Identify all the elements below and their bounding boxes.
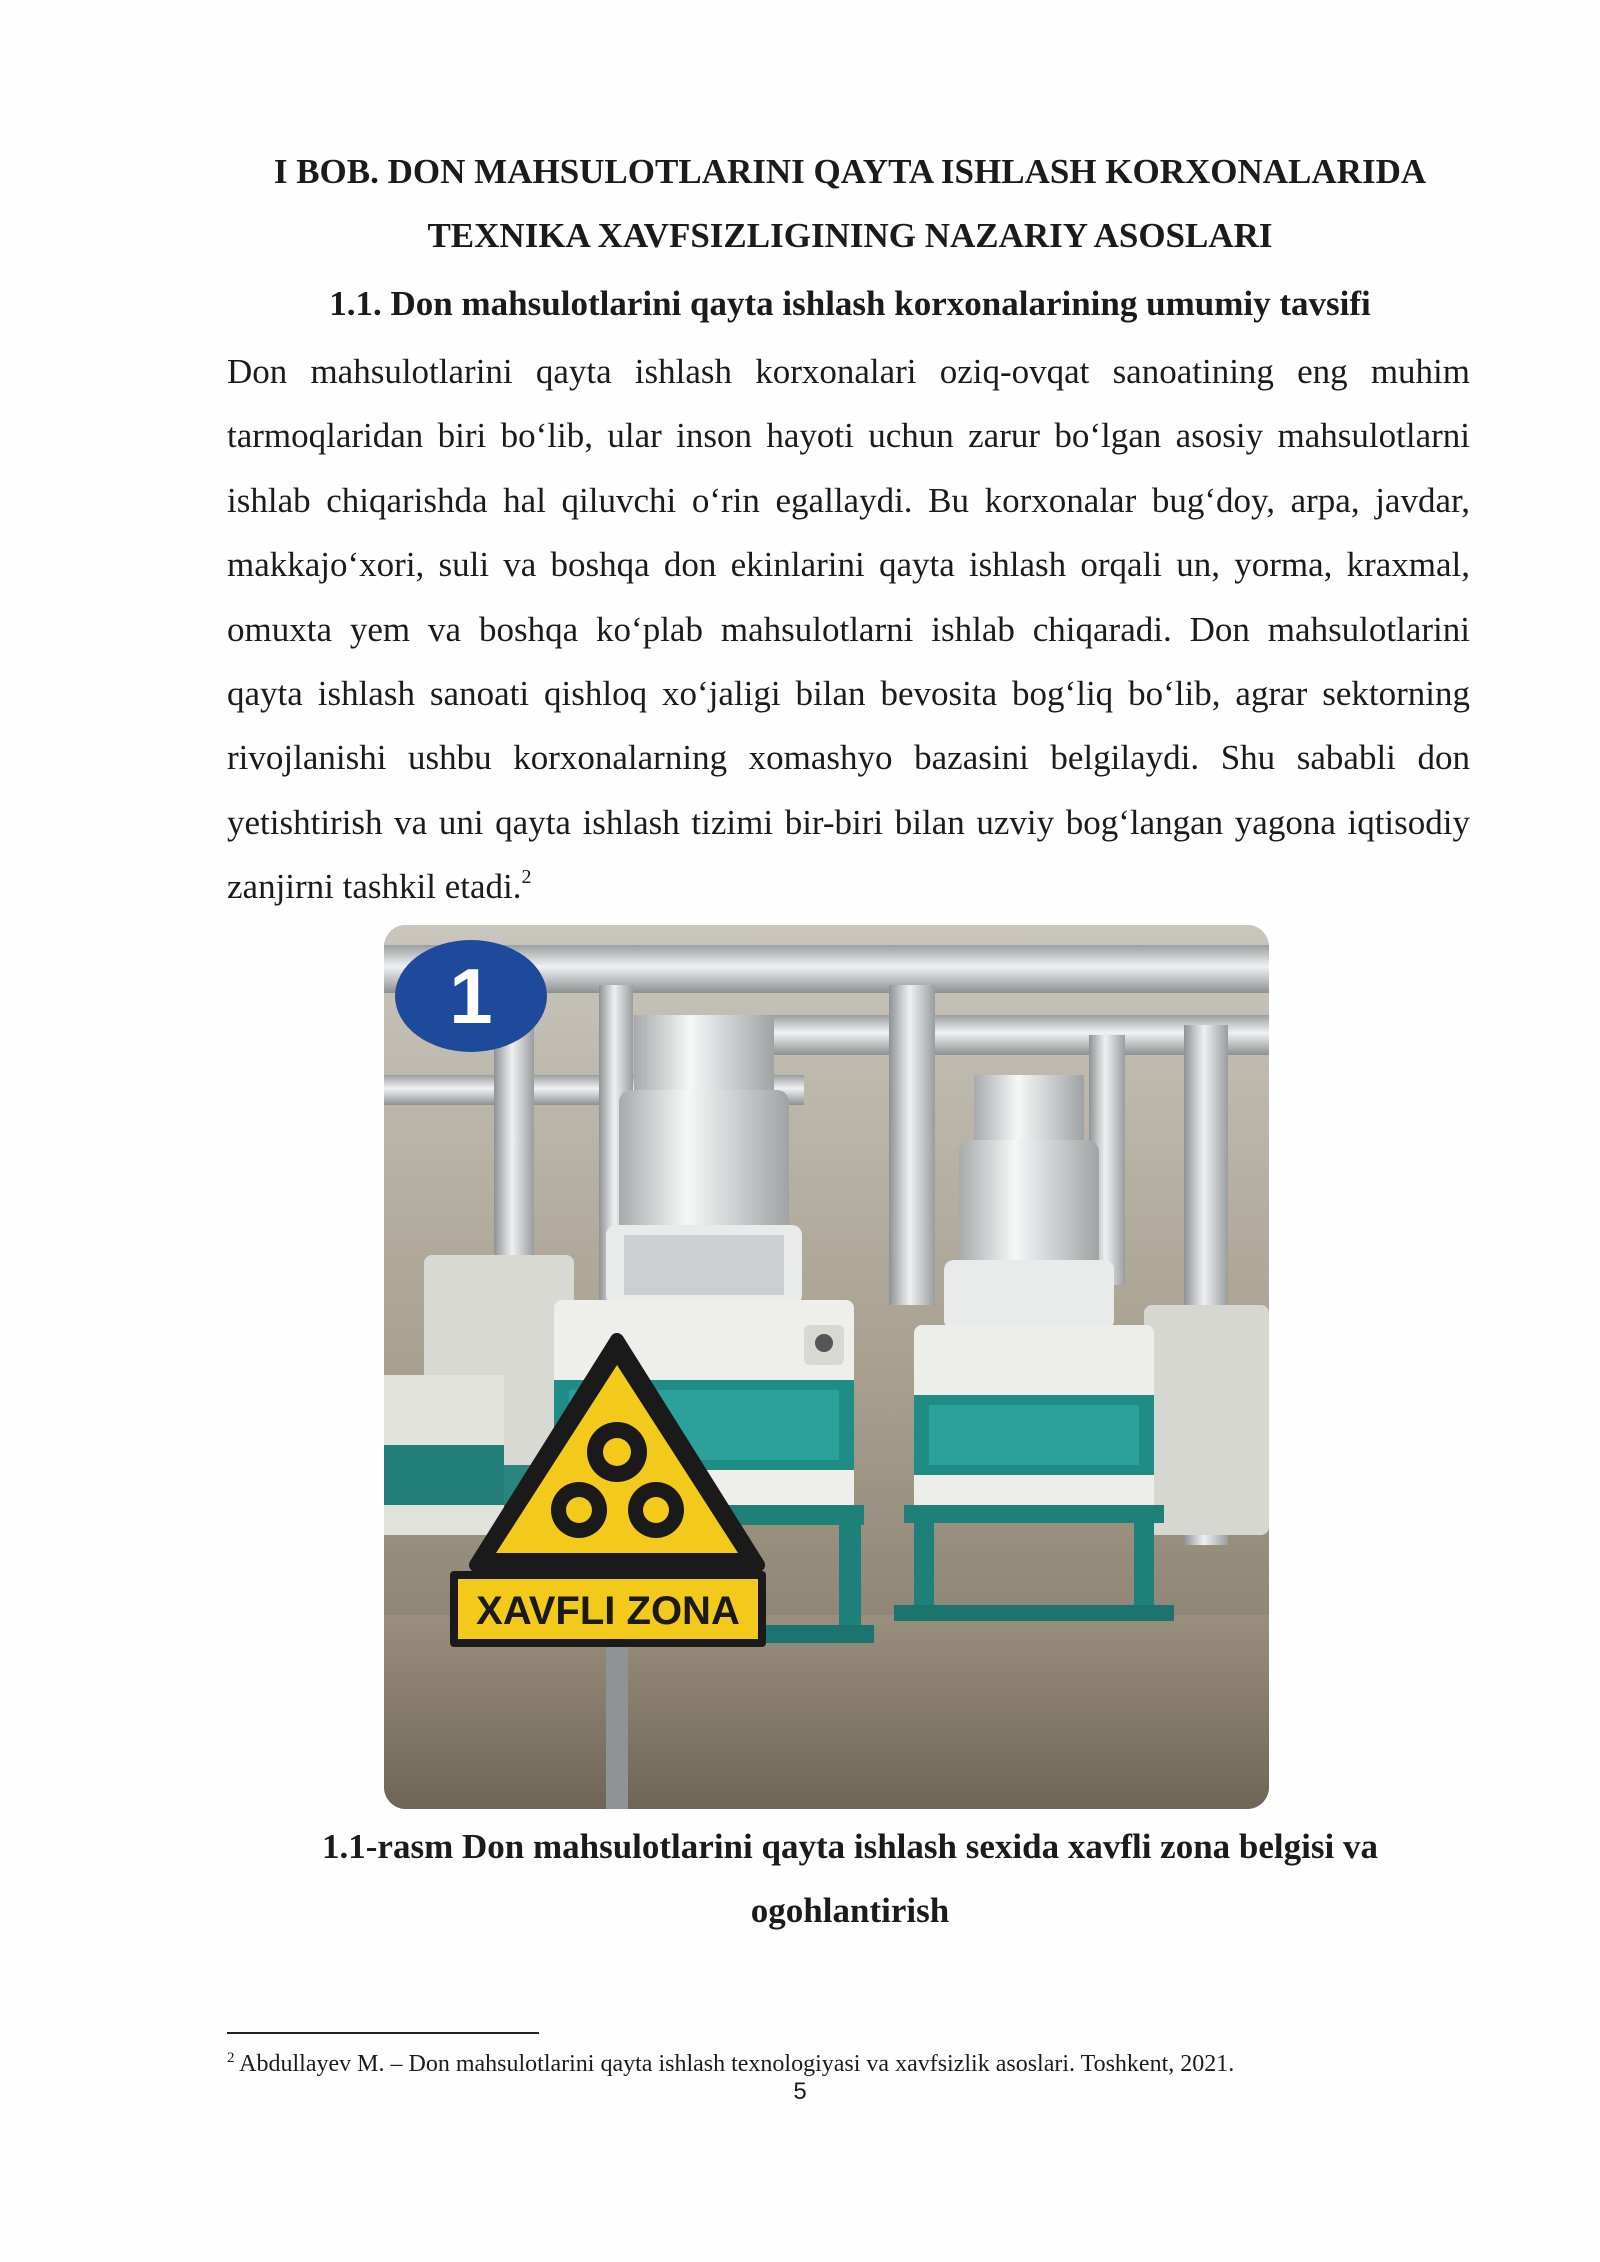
footnote-reference: 2 xyxy=(521,866,532,889)
paragraph-text: Don mahsulotlarini qayta ishlash korxonalari oziq-ovqat sanoatining eng muhim tarmoqlaridan biri bo‘lib, ular inson hayoti uchun zarur bo‘lgan asosiy mahsulotlarni ishlab chiqarishda hal qiluvchi o‘rin egallaydi. Bu korxonalar bug‘doy, arpa, javdar, makkajo‘xori, suli va boshqa don ekinlarini qayta ishlash orqali un, yorma, kraxmal, omuxta yem va boshqa ko‘plab mahsulotlarni ishlab chiqaradi. Don mahsulotlarini qayta ishlash sanoati qishloq xo‘jaligi bilan bevosita bog‘liq bo‘lib, agrar sektorning rivojlanishi ushbu korxonalarning xomashyo bazasini belgilaydi. Shu sababli don yetishtirish va uni qayta ishlash tizimi bir-biri bilan uzviy bog‘langan yagona iqtisodiy zanjirni tashkil etadi. xyxy=(227,352,1470,907)
sign-text: XAVFLI ZONA xyxy=(476,1589,740,1633)
section-title: 1.1. Don mahsulotlarini qayta ishlash korxonalarining umumiy tavsifi xyxy=(329,284,1371,323)
footnote xyxy=(227,2042,1477,2080)
figure-caption-line-2: ogohlantirish xyxy=(750,1891,950,1930)
chapter-title-line-2: TEXNIKA XAVFSIZLIGINING NAZARIY ASOSLARI xyxy=(427,216,1273,255)
footnote-separator xyxy=(227,2032,539,2034)
page-number: 5 xyxy=(793,2078,807,2105)
footnote-text: Abdullayev M. – Don mahsulotlarini qayta ishlash texnologiyasi va xavfsizlik asoslari. Toshkent, 2021. xyxy=(234,2051,1235,2077)
footnote-number: 2 xyxy=(227,2050,235,2066)
figure-caption-line-1: 1.1-rasm Don mahsulotlarini qayta ishlash sexida xavfli zona belgisi va xyxy=(322,1827,1378,1866)
body-paragraph xyxy=(227,340,1470,920)
chapter-title-line-1: I BOB. DON MAHSULOTLARINI QAYTA ISHLASH KORXONALARIDA xyxy=(273,152,1427,191)
badge-number: 1 xyxy=(449,952,493,1040)
mill-floor-illustration xyxy=(384,925,1269,1809)
sign-post xyxy=(606,1645,628,1809)
figure-image xyxy=(384,925,1269,1809)
figure-caption xyxy=(300,1815,1400,1943)
